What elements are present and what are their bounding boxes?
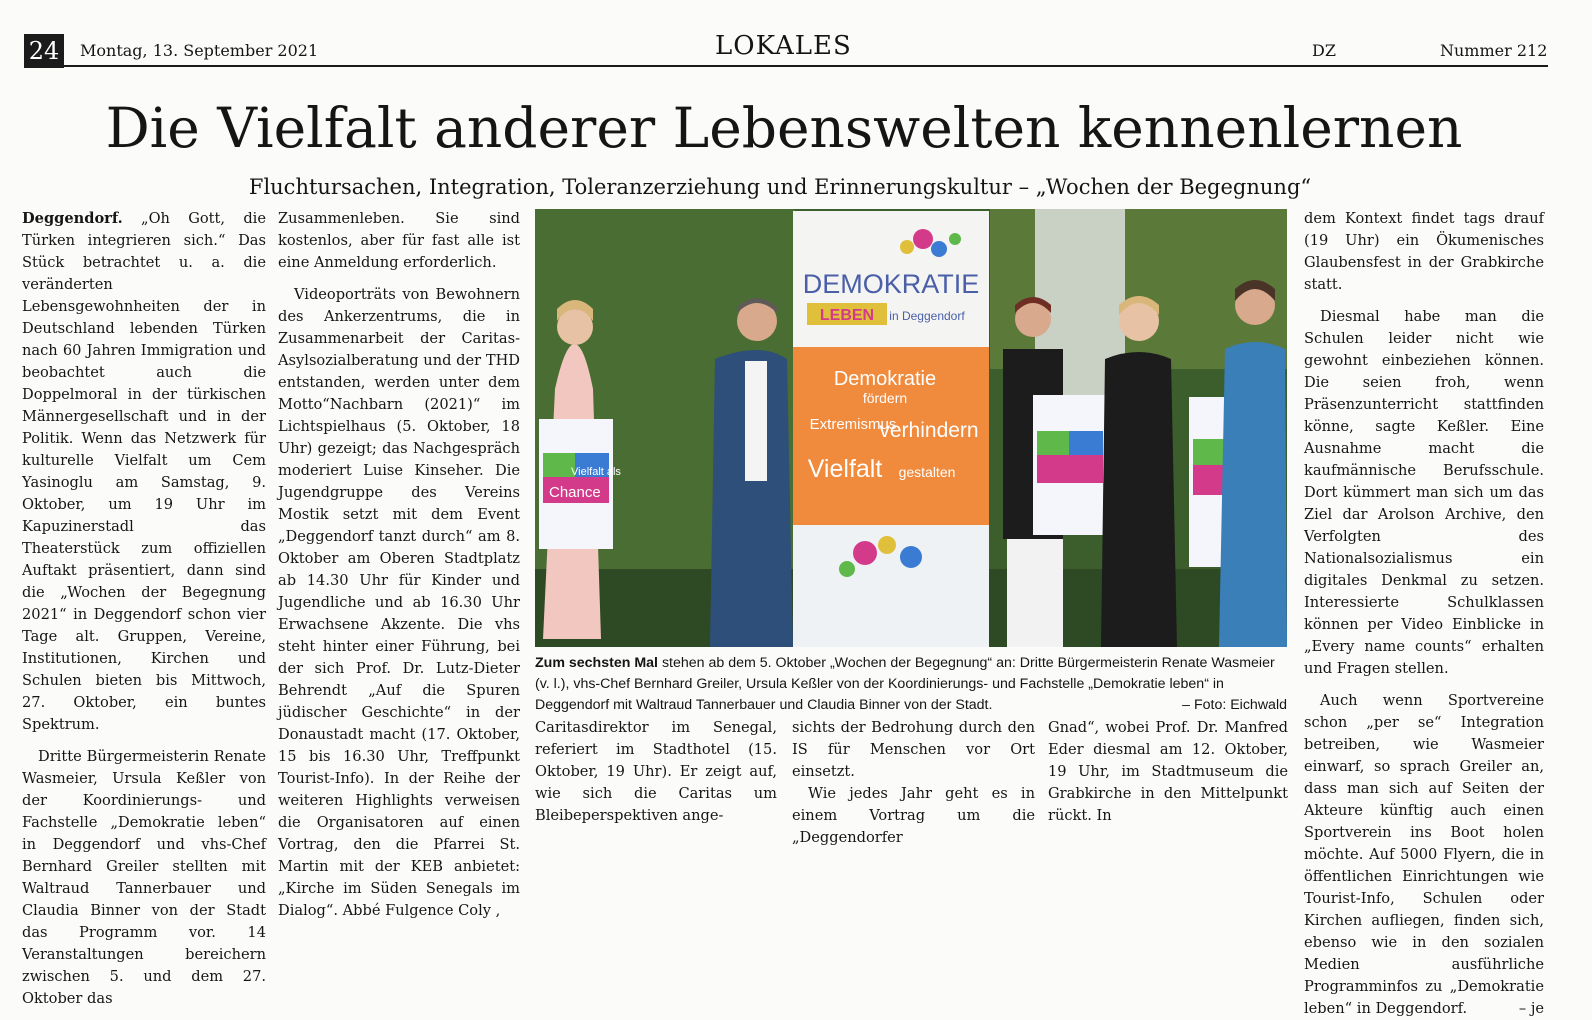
banner-line-3a: Vielfalt — [807, 455, 883, 483]
poster-word-1: Vielfalt als — [571, 466, 621, 478]
paragraph: Wie jedes Jahr geht es in einem Vortrag um die „Deggendorfer — [792, 785, 1035, 846]
article-column-2 — [278, 208, 520, 922]
paragraph — [22, 208, 266, 736]
article-subheadline: Fluchtursachen, Integration, Toleranzerziehung und Erinnerungskultur – „Wochen der Begegnung“ — [248, 175, 1312, 199]
paper-abbreviation: DZ — [1312, 41, 1336, 60]
photo-illustration — [535, 209, 1287, 647]
banner-line-1b: fördern — [862, 390, 908, 406]
banner-line-2b: verhindern — [879, 419, 979, 442]
banner-line-2a: Extremismus — [809, 416, 897, 433]
banner-line-1a: Demokratie — [833, 368, 937, 390]
paragraph — [1304, 690, 1544, 1020]
banner-place: in Deggendorf — [889, 309, 965, 323]
paragraph: Gnad“, wobei Prof. Dr. Manfred Eder diesmal am 12. Oktober, 19 Uhr, im Stadtmuseum die Grabkirche in den Mittelpunkt rückt. In — [1048, 719, 1288, 824]
poster-word-2: Chance — [549, 484, 601, 501]
issue-number: Nummer 212 — [1440, 41, 1548, 60]
article-headline: Die Vielfalt anderer Lebenswelten kennenlernen — [105, 96, 1463, 160]
paragraph: Dritte Bürgermeisterin Renate Wasmeier, Ursula Keßler von der Koordinierungs- und Fachstelle „Demokratie leben“ in Deggendorf und vhs-Chef Bernhard Greiler stellten mit Waltraud Tannerbauer und Claudia Binner von der Stadt das Programm vor. 14 Veranstaltungen bereichern zwischen 5. und dem 27. Oktober das — [22, 748, 266, 1007]
header-rule — [24, 65, 1548, 67]
page-number: 24 — [24, 34, 64, 68]
paragraph: dem Kontext findet tags drauf (19 Uhr) ein Ökumenisches Glaubensfest in der Grabkirche statt. — [1304, 210, 1544, 293]
banner-leben: LEBEN — [819, 307, 875, 324]
caption-text: stehen ab dem 5. Oktober „Wochen der Begegnung“ an: Dritte Bürgermeisterin Renate Wasmeier (v. l.), vhs-Chef Bernhard Greiler, Ursula Keßler von der Koordinierungs- und Fachstelle „Demokratie leben“ in Deggendorf mit Waltraud Tannerbauer und Claudia Binner von der Stadt. — [535, 655, 1275, 713]
page-header — [0, 0, 1592, 70]
article-column-4 — [792, 717, 1035, 849]
author-signoff: – je — [1518, 1000, 1544, 1017]
photo-credit: – Foto: Eichwald — [1182, 697, 1287, 713]
paragraph: Zusammenleben. Sie sind kostenlos, aber für fast alle ist eine Anmeldung erforderlich. — [278, 210, 520, 271]
paragraph-text: „Oh Gott, die Türken integrieren sich.“ Das Stück betrachtet u. a. die veränderten Lebensgewohnheiten der in Deutschland lebenden Türken nach 60 Jahren Immigration und beobachtet auch die Doppelmoral in der türkischen Männergesellschaft und in der Politik. Wenn das Netzwerk für kulturelle Vielfalt um Cem Yasinoglu am Samstag, 9. Oktober, um 19 Uhr im Kapuzinerstadl das Theaterstück zum offiziellen Auftakt präsentiert, dann sind die „Wochen der Begegnung 2021“ in Deggendorf schon vier Tage alt. Gruppen, Vereine, Institutionen, Kirchen und Schulen bieten bis Mittwoch, 27. Oktober, ein buntes Spektrum. — [22, 210, 266, 733]
paragraph: Caritasdirektor im Senegal, referiert im Stadthotel (15. Oktober, 19 Uhr). Er zeigt auf, wie sich die Caritas um Bleibeperspektiven ange- — [535, 719, 777, 824]
caption-lead: Zum sechsten Mal — [535, 655, 658, 671]
paragraph-text: Auch wenn Sportvereine schon „per se“ Integration betreiben, wie Wasmeier einwarf, so sprach Greiler an, dass man sich auf Seiten der Akteure künftig auch einen Sportverein ins Boot holen möchte. Auf 5000 Flyern, die in öffentlichen Einrichtungen wie Tourist-Info, Schulen oder Kirchen aufliegen, finden sich, ebenso wie in den sozialen Medien ausführliche Programminfos zu „Demokratie leben“ in Deggendorf. — [1304, 692, 1544, 1017]
paragraph: sichts der Bedrohung durch den IS für Menschen vor Ort einsetzt. — [792, 719, 1035, 780]
banner-line-3b: gestalten — [898, 464, 956, 480]
article-column-5 — [1048, 717, 1288, 827]
paragraph: Diesmal habe man die Schulen leider nicht wie gewohnt einbeziehen können. Die seien froh, wenn Präsenzunterricht stattfinden könne, sagte Keßler. Eine Ausnahme macht die kaufmännische Berufsschule. Dort kümmert man sich um das Ziel dar Arolson Archive, den Verfolgten des Nationalsozialismus ein digitales Denkmal zu setzen. Interessierte Schulklassen können per Video Einblicke in „Every name counts“ erhalten und Fragen stellen. — [1304, 308, 1544, 677]
section-title: LOKALES — [715, 31, 852, 61]
article-column-1 — [22, 208, 266, 1010]
dateline: Deggendorf. — [22, 210, 123, 227]
article-column-3 — [535, 717, 777, 827]
article-photo — [535, 209, 1287, 647]
issue-date: Montag, 13. September 2021 — [80, 41, 319, 60]
paragraph: Videoporträts von Bewohnern des Ankerzentrums, die in Zusammenarbeit der Caritas-Asylsozialberatung und der THD entstanden, werden unter dem Motto“Nachbarn (2021)“ im Lichtspielhaus (5. Oktober, 18 Uhr) gezeigt; das Nachgespräch moderiert Luise Kinseher. Die Jugendgruppe des Vereins Mostik setzt mit dem Event „Deggendorf tanzt durch“ am 8. Oktober am Oberen Stadtplatz ab 14.30 Uhr für Kinder und Jugendliche und ab 16.30 Uhr Erwachsene Akzente. Die vhs steht hinter einer Führung, bei der sich Prof. Dr. Lutz-Dieter Behrendt „Auf die Spuren jüdischer Geschichte“ in der Donaustadt macht (17. Oktober, 15 bis 16.30 Uhr, Treffpunkt Tourist-Info). In der Reihe der weiteren Highlights verweisen die Organisatoren auf einen Vortrag, den die Pfarrei St. Martin mit der KEB anbietet: „Kirche im Süden Senegals im Dialog“. Abbé Fulgence Coly , — [278, 286, 520, 919]
photo-caption — [535, 653, 1287, 716]
banner-title: DEMOKRATIE — [802, 269, 980, 299]
article-column-6 — [1304, 208, 1544, 1020]
